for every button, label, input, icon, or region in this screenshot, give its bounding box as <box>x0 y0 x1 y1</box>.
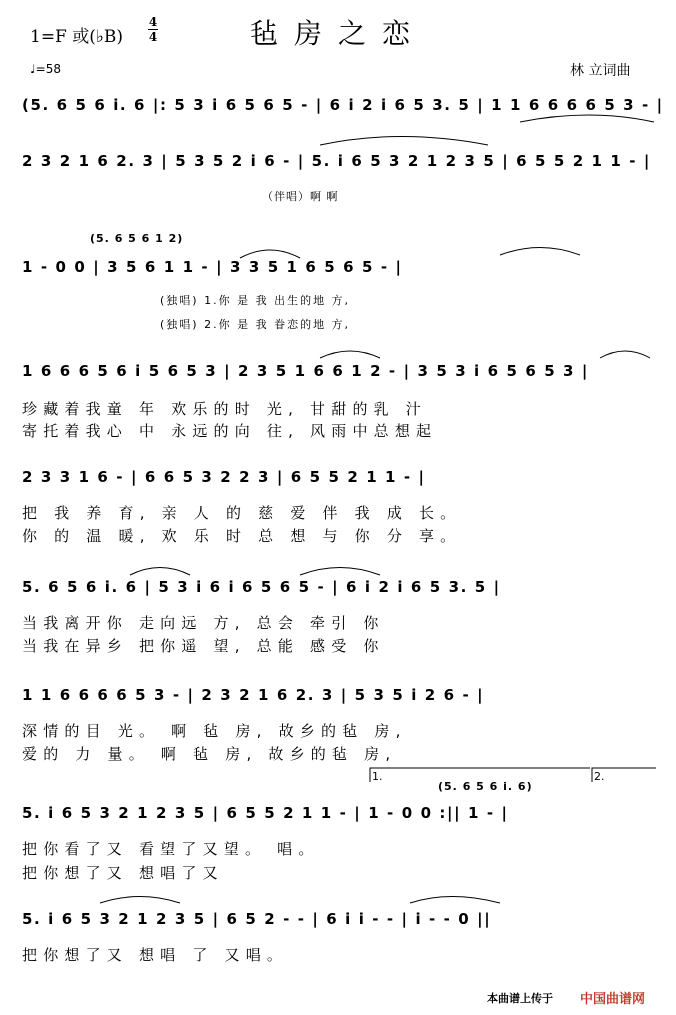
notation-line-4: 1 6 6 6 5 6 i 5 6 5 3 | 2 3 5 1 6 6 1 2 - | 3 5 3 i 6 5 6 5 3 | <box>22 362 589 380</box>
notation-line-1: (5. 6 5 6 i. 6 |: 5 3 i 6 5 6 5 - | 6 i 2 i 6 5 3. 5 | 1 1 6 6 6 6 5 3 - | <box>22 96 664 114</box>
lyric-line-6b: 当我在异乡 把你遥 望, 总能 感受 你 <box>22 637 385 655</box>
notation-line-5: 2 3 3 1 6 - | 6 6 5 3 2 2 3 | 6 5 5 2 1 1 - | <box>22 468 426 486</box>
lyric-line-8a: 把你看了又 看望了又望。 唱。 <box>22 840 320 858</box>
lyric-line-3a: (独唱) 1.你 是 我 出生的地 方, <box>160 294 351 307</box>
notation-line-3: 1 - 0 0 | 3 5 6 1 1 - | 3 3 5 1 6 5 6 5 - | <box>22 258 403 276</box>
intro-phrase: (5. 6 5 6 1 2) <box>90 232 184 245</box>
volta-1-bracket <box>370 768 590 782</box>
upload-credit: 本曲谱上传于 <box>487 992 553 1005</box>
notation-line-9: 5. i 6 5 3 2 1 2 3 5 | 6 5 2 - - | 6 i i - - | i - - 0 || <box>22 910 492 928</box>
lyric-line-3b: (独唱) 2.你 是 我 眷恋的地 方, <box>160 318 351 331</box>
notation-line-6: 5. 6 5 6 i. 6 | 5 3 i 6 i 6 5 6 5 - | 6 i 2 i 6 5 3. 5 | <box>22 578 501 596</box>
lyric-line-2: （伴唱）啊 啊 <box>262 190 339 203</box>
lyric-line-8b: 把你想了又 想唱了又 <box>22 864 224 882</box>
time-sig-top: 4 <box>148 15 158 29</box>
lyric-line-4a: 珍藏着我童 年 欢乐的时 光, 甘甜的乳 汁 <box>22 400 428 418</box>
volta-2-label: 2. <box>594 770 605 783</box>
notation-line-8: 5. i 6 5 3 2 1 2 3 5 | 6 5 5 2 1 1 - | 1 - 0 0 :|| 1 - | <box>22 804 509 822</box>
author-credit: 林 立词曲 <box>570 63 631 79</box>
notation-line-7: 1 1 6 6 6 6 5 3 - | 2 3 2 1 6 2. 3 | 5 3 5 i 2 6 - | <box>22 686 485 704</box>
interlude-phrase: (5. 6 5 6 i. 6) <box>438 780 533 793</box>
lyric-line-5b: 你 的 温 暖, 欢 乐 时 总 想 与 你 分 享。 <box>22 527 462 545</box>
site-logo[interactable]: 中国曲谱网 <box>580 992 646 1007</box>
lyric-line-5a: 把 我 养 育, 亲 人 的 慈 爱 伴 我 成 长。 <box>22 504 462 522</box>
lyric-line-9a: 把你想了又 想唱 了 又唱。 <box>22 946 289 964</box>
song-title: 毡房之恋 <box>249 17 426 50</box>
volta-2-bracket <box>592 768 656 782</box>
notation-line-2: 2 3 2 1 6 2. 3 | 5 3 5 2 i 6 - | 5. i 6 5 3 2 1 2 3 5 | 6 5 5 2 1 1 - | <box>22 152 651 170</box>
key-signature: 1=F 或(♭B) <box>30 27 124 47</box>
lyric-line-6a: 当我离开你 走向远 方, 总会 牵引 你 <box>22 614 385 632</box>
lyric-line-7b: 爱的 力 量。 啊 毡 房, 故乡的毡 房, <box>22 745 397 763</box>
volta-1-label: 1. <box>372 770 383 783</box>
tempo-marking: ♩=58 <box>30 62 61 76</box>
lyric-line-4b: 寄托着我心 中 永远的向 往, 风雨中总想起 <box>22 422 438 440</box>
time-sig-bottom: 4 <box>148 30 158 44</box>
lyric-line-7a: 深情的目 光。 啊 毡 房, 故乡的毡 房, <box>22 722 407 740</box>
